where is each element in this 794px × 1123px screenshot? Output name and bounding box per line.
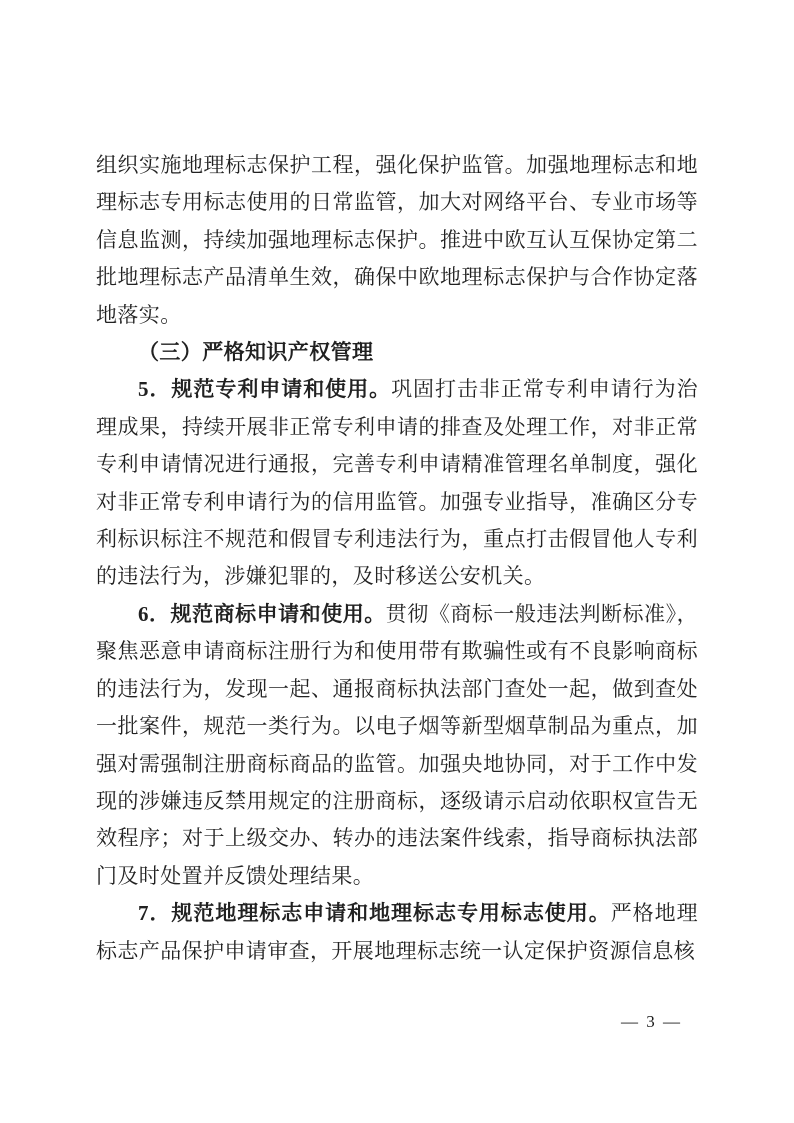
paragraph-6-text: 贯彻《商标一般违法判断标准》，聚焦恶意申请商标注册行为和使用带有欺骗性或有不良影响商标的违法行为，发现一起、通报商标执法部门查处一起，做到查处一批案件，规范一类行为。以电子烟等新型烟草制品为重点，加强对需强制注册商标商品的监管。加强央地协同，对于工作中发现的涉嫌违反禁用规定的注册商标，逐级请示启动依职权宣告无效程序；对于上级交办、转办的违法案件线索，指导商标执法部门及时处置并反馈处理结果。 bbox=[96, 601, 698, 888]
paragraph-7-text: 严格地理标志产品保护申请审查，开展地理标志统一认定保护资源信息核 bbox=[96, 901, 698, 963]
paragraph-item-6 bbox=[96, 596, 698, 895]
page-number: — 3 — bbox=[621, 1012, 682, 1031]
paragraph-6-lead: 6．规范商标申请和使用。 bbox=[138, 601, 386, 626]
paragraph-5-lead: 5．规范专利申请和使用。 bbox=[138, 377, 392, 402]
paragraph-7-lead: 7．规范地理标志申请和地理标志专用标志使用。 bbox=[138, 901, 611, 926]
paragraph-item-5 bbox=[96, 371, 698, 595]
paragraph-continued: 组织实施地理标志保护工程，强化保护监管。加强地理标志和地理标志专用标志使用的日常监管，加大对网络平台、专业市场等信息监测，持续加强地理标志保护。推进中欧互认互保协定第二批地理标志产品清单生效，确保中欧地理标志保护与合作协定落地落实。 bbox=[96, 153, 698, 327]
paragraph-5-text: 巩固打击非正常专利申请行为治理成果，持续开展非正常专利申请的排查及处理工作，对非正常专利申请情况进行通报，完善专利申请精准管理名单制度，强化对非正常专利申请行为的信用监管。加强专业指导，准确区分专利标识标注不规范和假冒专利违法行为，重点打击假冒他人专利的违法行为，涉嫌犯罪的，及时移送公安机关。 bbox=[96, 377, 698, 589]
document-body bbox=[96, 147, 698, 970]
paragraph-item-7 bbox=[96, 895, 698, 970]
section-heading: （三）严格知识产权管理 bbox=[138, 340, 374, 365]
